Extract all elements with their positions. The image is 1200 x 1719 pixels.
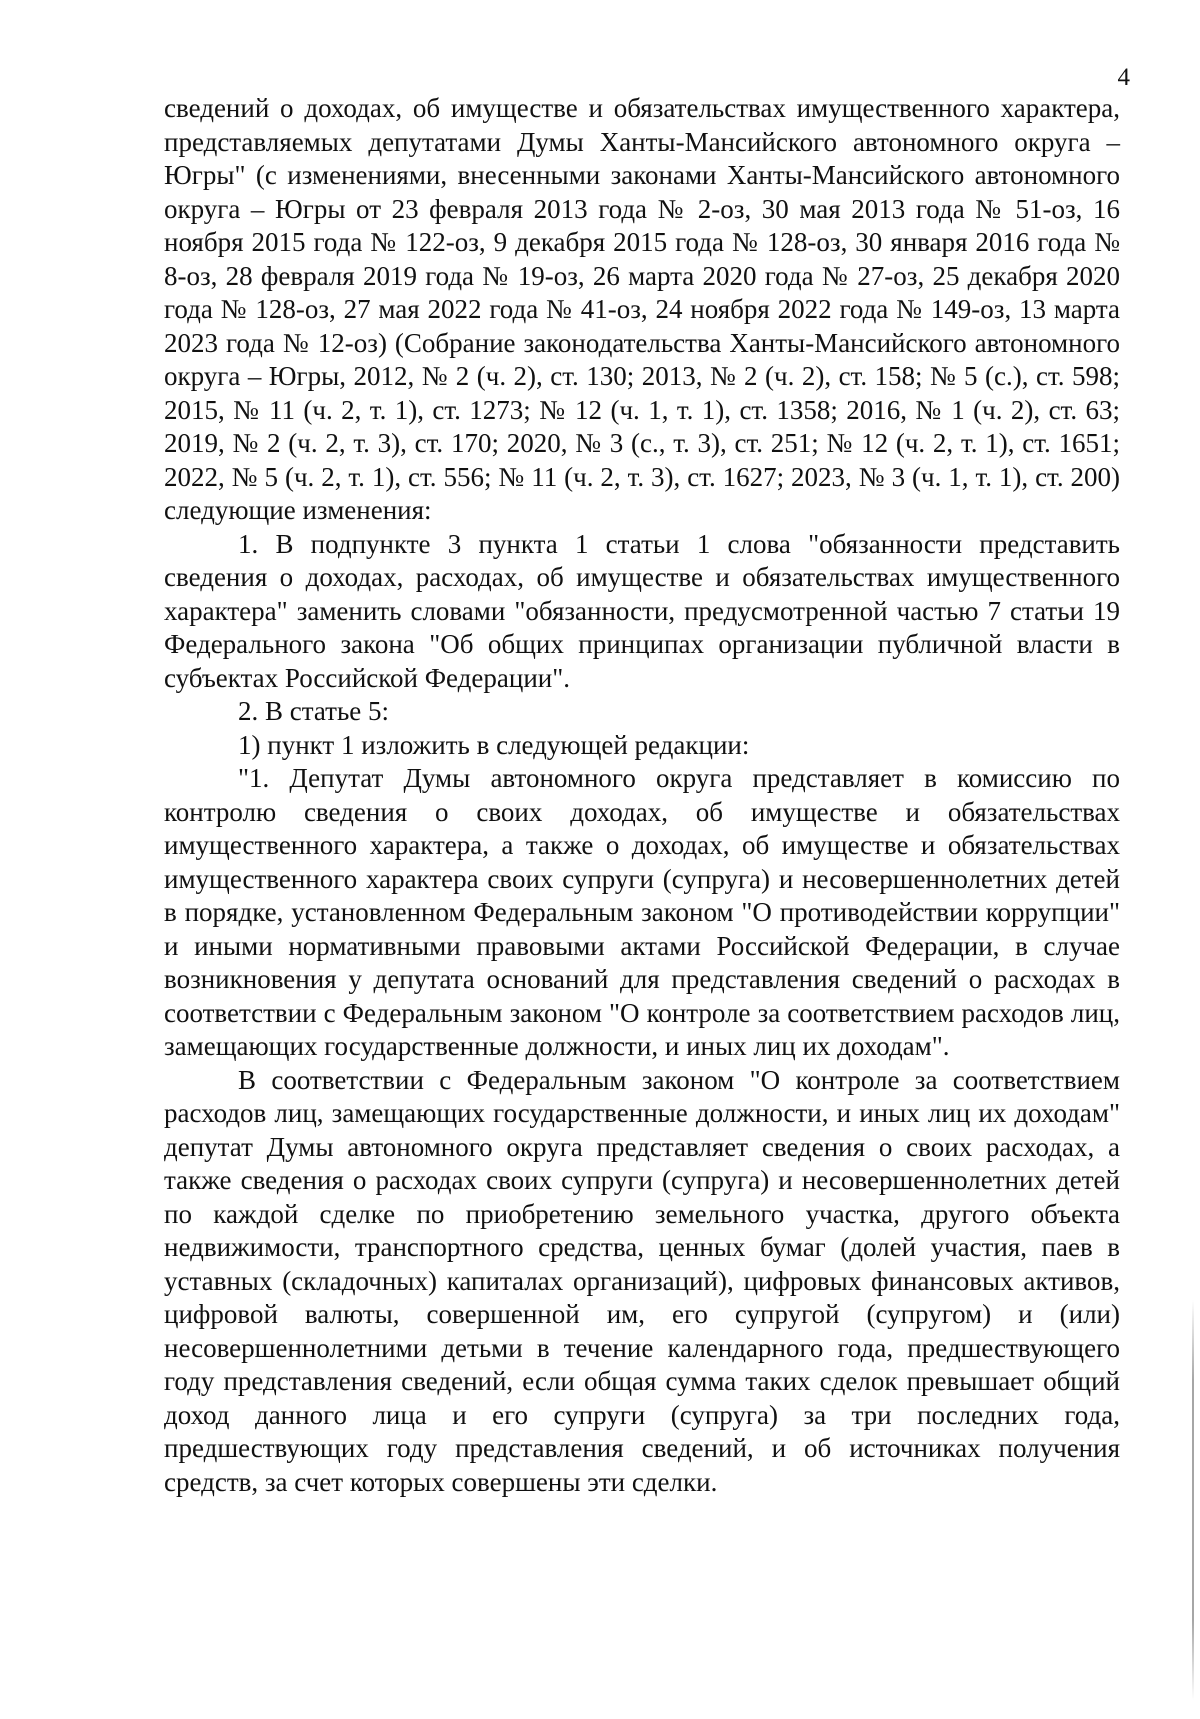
paragraph-expenses-disclosure: В соответствии с Федеральным законом "О контроле за соответствием расходов лиц, замещающих государственные должности, и иных лиц их доходам" депутат Думы автономного округа представляет сведения о своих расходах, а также сведения о расходах своих супруги (супруга) и несовершеннолетних детей по каждой сделке по приобретению земельного участка, другого объекта недвижимости, транспортного средства, ценных бумаг (долей участия, паев в уставных (складочных) капиталах организаций), цифровых финансовых активов, цифровой валюты, совершенной им, его супругой (супругом) и (или) несовершеннолетними детьми в течение календарного года, предшествующего году представления сведений, если общая сумма таких сделок превышает общий доход данного лица и его супруги (супруга) за три последних года, предшествующих году представления сведений, и об источниках получения средств, за счет которых совершены эти сделки. — [164, 1064, 1120, 1497]
paragraph-law-title-continuation: сведений о доходах, об имуществе и обязательствах имущественного характера, представляемых депутатами Думы Ханты-Мансийского автономного округа – Югры" (с изменениями, внесенными законами Ханты-Мансийского автономного округа – Югры от 23 февраля 2013 года № 2-оз, 30 мая 2013 года № 51-оз, 16 ноября 2015 года № 122-оз, 9 декабря 2015 года № 128-оз, 30 января 2016 года № 8-оз, 28 февраля 2019 года № 19-оз, 26 марта 2020 года № 27-оз, 25 декабря 2020 года № 128-оз, 27 мая 2022 года № 41-оз, 24 ноября 2022 года № 149-оз, 13 марта 2023 года № 12-оз) (Собрание законодательства Ханты-Мансийского автономного округа – Югры, 2012, № 2 (ч. 2), ст. 130; 2013, № 2 (ч. 2), ст. 158; № 5 (с.), ст. 598; 2015, № 11 (ч. 2, т. 1), ст. 1273; № 12 (ч. 1, т. 1), ст. 1358; 2016, № 1 (ч. 2), ст. 63; 2019, № 2 (ч. 2, т. 3), ст. 170; 2020, № 3 (с., т. 3), ст. 251; № 12 (ч. 2, т. 1), ст. 1651; 2022, № 5 (ч. 2, т. 1), ст. 556; № 11 (ч. 2, т. 3), ст. 1627; 2023, № 3 (ч. 1, т. 1), ст. 200) следующие изменения: — [164, 93, 1120, 525]
page-number: 4 — [1117, 64, 1130, 91]
document-body — [164, 92, 1120, 1499]
paragraph-item-2: 2. В статье 5: — [238, 696, 390, 726]
scan-edge-mark — [1192, 1300, 1194, 1700]
paragraph-new-point-1: "1. Депутат Думы автономного округа представляет в комиссию по контролю сведения о своих доходах, об имуществе и обязательствах имущественного характера, а также о доходах, об имуществе и обязательствах имущественного характера своих супруги (супруга) и несовершеннолетних детей в порядке, установленном Федеральным законом "О противодействии коррупции" и иными нормативными правовыми актами Российской Федерации, в случае возникновения у депутата оснований для представления сведений о расходах в соответствии с Федеральным законом "О контроле за соответствием расходов лиц, замещающих государственные должности, и иных лиц их доходам". — [164, 763, 1120, 1061]
paragraph-subitem-1: 1) пункт 1 изложить в следующей редакции: — [238, 729, 750, 760]
paragraph-item-1: 1. В подпункте 3 пункта 1 статьи 1 слова "обязанности представить сведения о доходах, расходах, об имуществе и обязательствах имущественного характера" заменить словами "обязанности, предусмотренной частью 7 статьи 19 Федерального закона "Об общих принципах организации публичной власти в субъектах Российской Федерации". — [164, 528, 1120, 693]
